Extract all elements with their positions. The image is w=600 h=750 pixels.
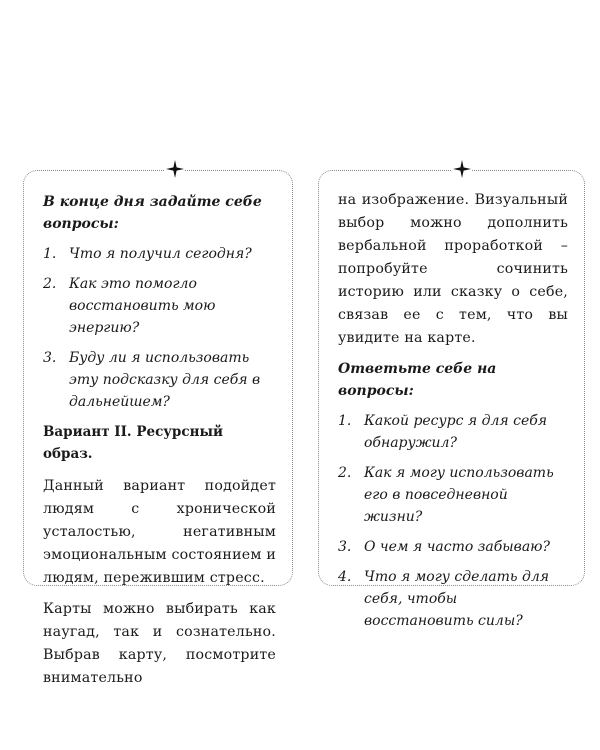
right-question-list <box>338 410 568 632</box>
continuation-paragraph: на изображение. Визуальный выбор можно дополнить вербальной проработкой – попробуйте сочинить историю или сказку о себе, связав ее с тем, что вы увидите на карте. <box>338 192 568 346</box>
list-item <box>338 462 568 528</box>
item-number: 3. <box>43 350 57 366</box>
item-number: 1. <box>43 246 57 262</box>
item-number: 4. <box>338 569 352 585</box>
item-number: 2. <box>338 465 352 481</box>
list-item <box>338 410 568 454</box>
left-card <box>23 170 293 686</box>
item-number: 2. <box>43 276 57 292</box>
left-heading: В конце дня задайте себе вопросы: <box>43 194 262 232</box>
item-text: Буду ли я использовать эту подсказку для себя в дальнейшем? <box>69 350 261 410</box>
item-number: 1. <box>338 413 352 429</box>
item-text: Как это помогло восстановить мою энергию? <box>69 276 216 336</box>
item-text: Что я получил сегодня? <box>69 246 252 262</box>
paragraph: Карты можно выбирать как наугад, так и сознательно. Выбрав карту, посмотрите внимательно <box>43 601 276 686</box>
list-item <box>338 566 568 632</box>
item-text: Какой ресурс я для себя обнаружил? <box>364 413 548 451</box>
four-point-star-icon <box>165 159 185 179</box>
list-item <box>43 273 276 339</box>
left-question-list <box>43 243 276 413</box>
right-card <box>318 170 585 629</box>
list-item <box>43 243 276 265</box>
list-item <box>338 536 568 558</box>
right-heading: Ответьте себе на вопросы: <box>338 361 497 399</box>
four-point-star-icon <box>452 159 472 179</box>
item-text: О чем я часто забываю? <box>364 539 551 555</box>
item-text: Как я могу использовать его в повседневной жизни? <box>364 465 554 525</box>
list-item <box>43 347 276 413</box>
item-text: Что я могу сделать для себя, чтобы восстановить силы? <box>364 569 550 629</box>
item-number: 3. <box>338 539 352 555</box>
paragraph: Данный вариант подойдет людям с хронической усталостью, негативным эмоциональным состоянием и людям, пережившим стресс. <box>43 478 276 586</box>
variant-title: Вариант II. Ресурсный образ. <box>43 424 224 462</box>
